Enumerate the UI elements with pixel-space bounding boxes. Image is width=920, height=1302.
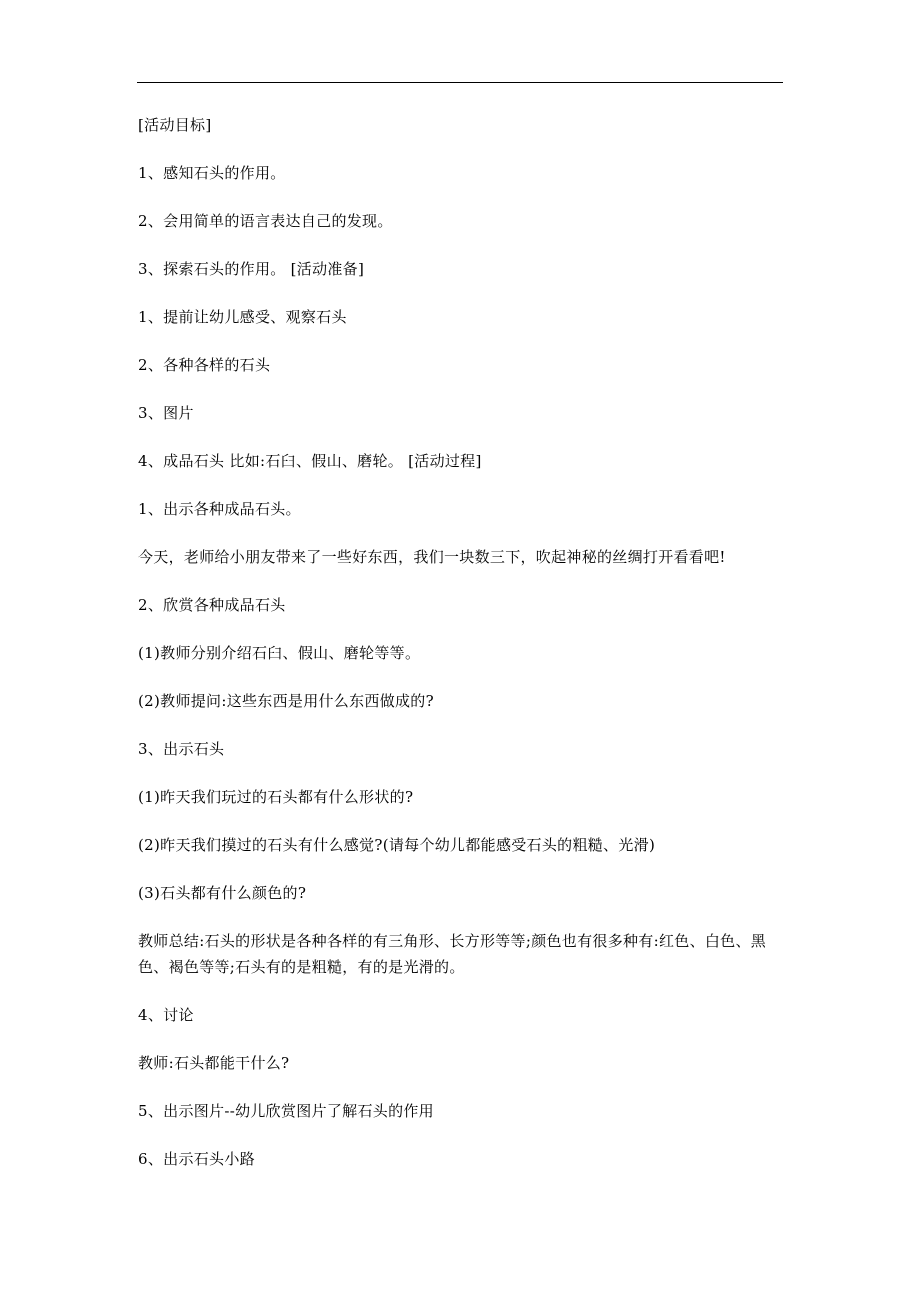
prep-item-3: 3、图片 (138, 404, 194, 422)
process-step-3-sub-3: (3)石头都有什么颜色的? (138, 884, 307, 902)
goal-item-1: 1、感知石头的作用。 (138, 164, 286, 182)
process-step-4: 4、讨论 (138, 1006, 194, 1024)
prep-item-2: 2、各种各样的石头 (138, 356, 271, 374)
process-step-4-sub-1: 教师:石头都能干什么? (138, 1054, 290, 1072)
prep-item-1: 1、提前让幼儿感受、观察石头 (138, 308, 347, 326)
goal-item-2: 2、会用简单的语言表达自己的发现。 (138, 212, 393, 230)
process-step-2: 2、欣赏各种成品石头 (138, 596, 286, 614)
process-step-3-sub-2: (2)昨天我们摸过的石头有什么感觉?(请每个幼儿都能感受石头的粗糙、光滑) (138, 836, 656, 854)
process-step-6: 6、出示石头小路 (138, 1150, 255, 1168)
prep-item-4: 4、成品石头 比如:石臼、假山、磨轮。 [活动过程] (138, 452, 482, 470)
process-step-5: 5、出示图片--幼儿欣赏图片了解石头的作用 (138, 1102, 434, 1120)
goal-item-3: 3、探索石头的作用。 [活动准备] (138, 260, 365, 278)
process-paragraph-intro: 今天，老师给小朋友带来了一些好东西，我们一块数三下，吹起神秘的丝绸打开看看吧! (138, 548, 726, 566)
process-step-1: 1、出示各种成品石头。 (138, 500, 301, 518)
teacher-summary-paragraph: 教师总结:石头的形状是各种各样的有三角形、长方形等等;颜色也有很多种有:红色、白色、黑色、褐色等等;石头有的是粗糙，有的是光滑的。 (138, 932, 767, 976)
process-step-3-sub-1: (1)昨天我们玩过的石头都有什么形状的? (138, 788, 414, 806)
process-step-2-sub-1: (1)教师分别介绍石臼、假山、磨轮等等。 (138, 644, 421, 662)
process-step-3: 3、出示石头 (138, 740, 225, 758)
header-rule (137, 82, 783, 83)
section-heading-goals: [活动目标] (138, 116, 212, 134)
process-step-2-sub-2: (2)教师提问:这些东西是用什么东西做成的? (138, 692, 434, 710)
